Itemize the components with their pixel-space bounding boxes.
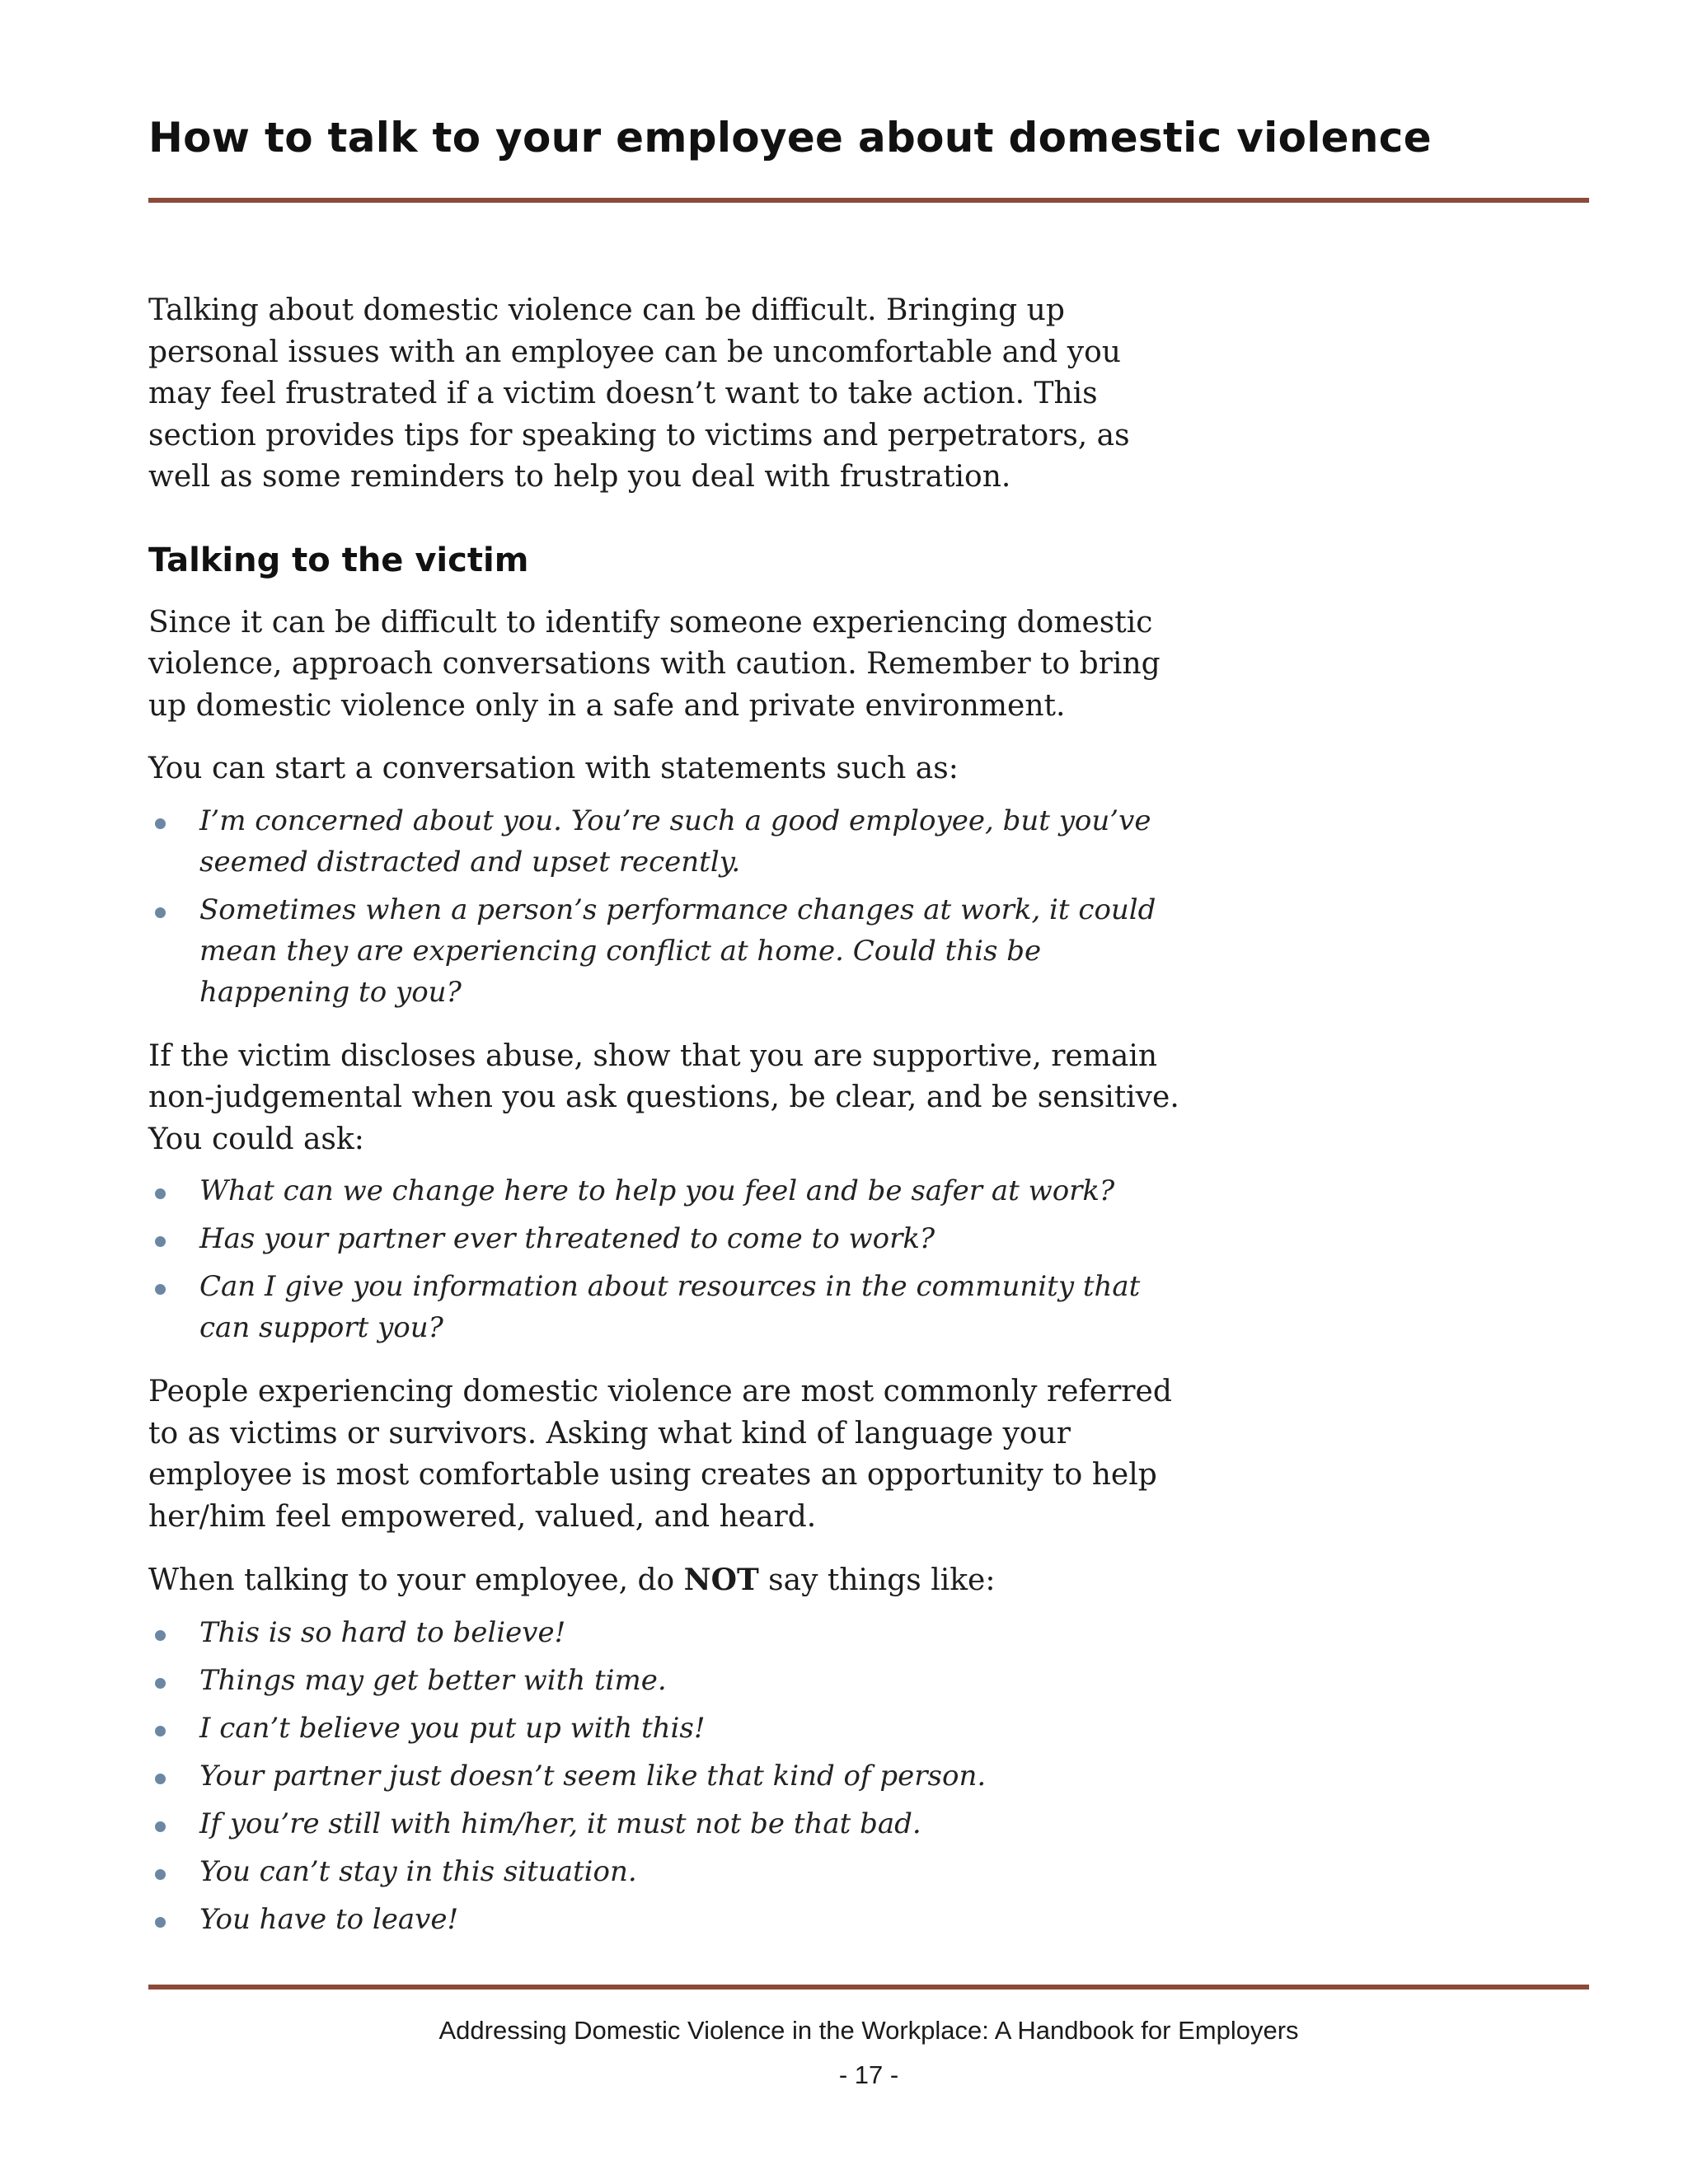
paragraph-identify: Since it can be difficult to identify someone experiencing domestic violence, approach conversations with caution. Remember to bring up domestic violence only in a safe and private environment. — [148, 605, 1160, 723]
bullet-icon — [155, 1188, 166, 1199]
list-item: If you’re still with him/her, it must not be that bad. — [148, 1803, 1187, 1844]
bullet-icon — [155, 1236, 166, 1247]
footer-book-title: Addressing Domestic Violence in the Workplace: A Handbook for Employers — [438, 2016, 1299, 2045]
emphasis-not: NOT — [683, 1563, 759, 1597]
list-item: Has your partner ever threatened to come to work? — [148, 1218, 1187, 1259]
bullet-icon — [155, 1630, 166, 1641]
bullet-icon — [155, 1678, 166, 1689]
bullet-icon — [155, 1726, 166, 1736]
page-title: How to talk to your employee about domestic violence — [148, 114, 1432, 162]
list-item: You have to leave! — [148, 1899, 1187, 1940]
paragraph-language: People experiencing domestic violence are most commonly referred to as victims or survivors. Asking what kind of language your employee is most comfortable using creates an opportunity to help her/him feel empowered, valued, and heard. — [148, 1375, 1172, 1534]
list-item: I can’t believe you put up with this! — [148, 1708, 1187, 1749]
bullet-icon — [155, 1284, 166, 1295]
list-item: I’m concerned about you. You’re such a good employee, but you’ve seemed distracted and upset recently. — [148, 800, 1187, 883]
list-item: Your partner just doesn’t seem like that kind of person. — [148, 1755, 1187, 1797]
section-heading: Talking to the victim — [148, 541, 529, 579]
intro-paragraph: Talking about domestic violence can be difficult. Bringing up personal issues with an employee can be uncomfortable and you may feel frustrated if a victim doesn’t want to take action. This section provides tips for speaking to victims and perpetrators, as well as some reminders to help you deal with frustration. — [148, 293, 1130, 494]
list-item: Things may get better with time. — [148, 1660, 1187, 1701]
footer-divider — [148, 1985, 1589, 1990]
bullet-icon — [155, 1774, 166, 1784]
list-item: This is so hard to believe! — [148, 1612, 1187, 1653]
bullet-icon — [155, 907, 166, 918]
list-item: Can I give you information about resources in the community that can support you? — [148, 1266, 1187, 1348]
main-content — [148, 290, 1187, 1963]
bullet-icon — [155, 818, 166, 829]
list-item: What can we change here to help you feel and be safer at work? — [148, 1170, 1187, 1212]
bullet-icon — [155, 1917, 166, 1928]
list-item: You can’t stay in this situation. — [148, 1851, 1187, 1892]
avoid-phrases-list — [148, 1612, 1187, 1940]
page-number: - 17 - — [838, 2060, 899, 2089]
list-item: Sometimes when a person’s performance changes at work, it could mean they are experiencing conflict at home. Could this be happening to you? — [148, 889, 1187, 1013]
title-divider — [148, 198, 1589, 203]
conversation-starters-list — [148, 800, 1187, 1013]
bullet-icon — [155, 1869, 166, 1880]
paragraph-start-conversation: You can start a conversation with statements such as: — [148, 752, 959, 785]
paragraph-disclosure: If the victim discloses abuse, show that you are supportive, remain non-judgemental when you ask questions, be clear, and be sensitive. You could ask: — [148, 1038, 1179, 1156]
questions-list — [148, 1170, 1187, 1348]
paragraph-do-not-say: When talking to your employee, do NOT say things like: — [148, 1563, 996, 1597]
bullet-icon — [155, 1821, 166, 1832]
